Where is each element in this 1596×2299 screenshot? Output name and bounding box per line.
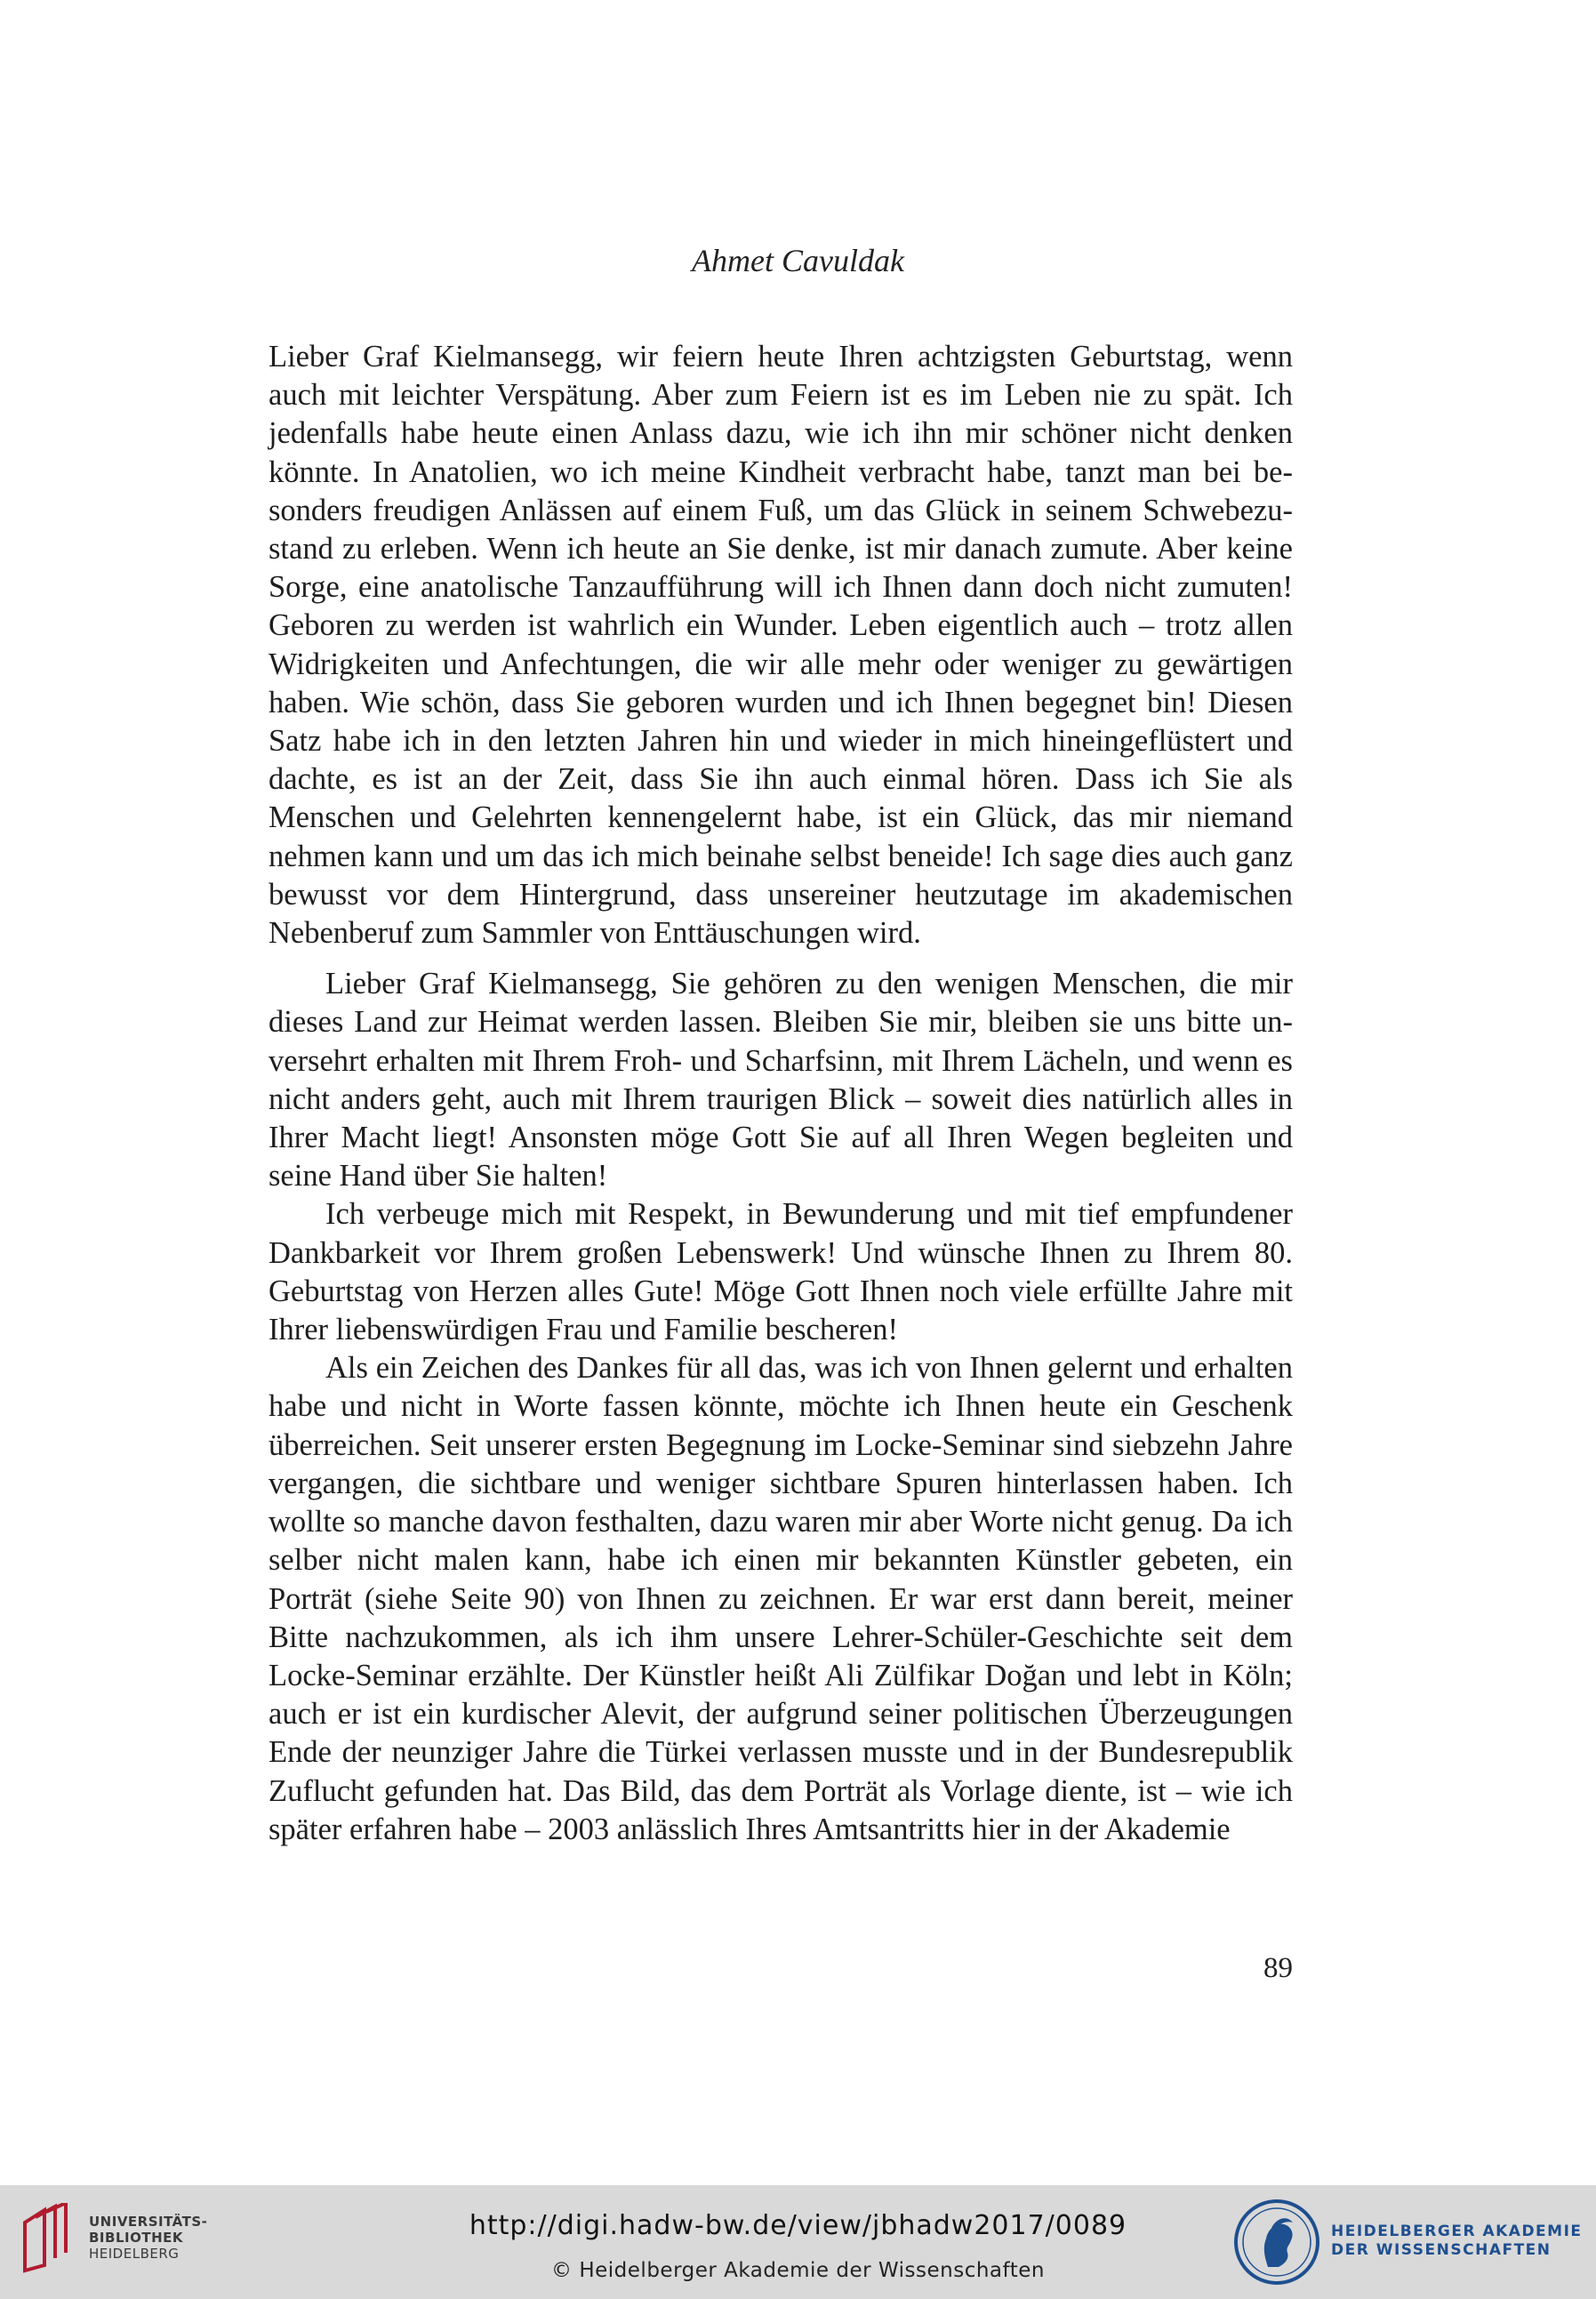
body-text bbox=[269, 338, 1293, 1849]
page-number: 89 bbox=[1263, 1952, 1293, 1984]
permalink-url[interactable]: http://digi.hadw-bw.de/view/jbhadw2017/0089 bbox=[469, 2210, 1127, 2241]
ub-line-2: BIBLIOTHEK bbox=[89, 2230, 183, 2246]
paragraph-2: Lieber Graf Kielmansegg, Sie gehören zu den wenigen Menschen, die mir dieses Land zur Heimat werden lassen. Bleiben Sie mir, bleiben sie uns bitte unversehrt erhalten mit Ihrem Froh- und Scharfsinn, mit Ihrem Lächeln, und wenn es nicht anders geht, auch mit Ihrem traurigen Blick – soweit dies natürlich alles in Ihrer Macht liegt! Ansonsten möge Gott Sie auf all Ihren Wegen begleiten und seine Hand über Sie halten! bbox=[269, 967, 1293, 1194]
hadw-line-2: DER WISSENSCHAFTEN bbox=[1331, 2241, 1552, 2259]
copyright-notice: © Heidelberger Akademie der Wissenschaften bbox=[551, 2259, 1045, 2282]
ub-line-3: HEIDELBERG bbox=[89, 2246, 180, 2262]
paragraph-4: Als ein Zeichen des Dankes für all das, was ich von Ihnen gelernt und erhalten habe und nicht in Worte fassen könnte, möchte ich Ihnen heute ein Geschenk überreichen. Seit unserer ersten Begegnung im Locke-Seminar sind siebzehn Jahre vergangen, die sichtbare und weniger sichtbare Spuren hinterlassen haben. Ich wollte so manche davon festhalten, dazu waren mir aber Worte nicht genug. Da ich selber nicht malen kann, habe ich einen mir bekannten Künstler gebeten, ein Porträt (siehe Seite 90) von Ihnen zu zeichnen. Er war erst dann bereit, meiner Bitte nachzukommen, als ich ihm unsere Lehrer-Schüler-Geschichte seit dem Locke-Seminar erzählte. Der Künstler heißt Ali Zülfikar Doğan und lebt in Köln; auch er ist ein kurdischer Alevit, der aufgrund seiner politischen Überzeugungen Ende der neunziger Jahre die Türkei verlassen musste und in der Bundesrepublik Zuflucht gefunden hat. Das Bild, das dem Porträt als Vorlage diente, ist – wie ich später erfahren habe – 2003 anlässlich Ihres Amtsantritts hier in der Akademie bbox=[269, 1351, 1293, 1846]
hadw-line-1: HEIDELBERGER AKADEMIE bbox=[1331, 2223, 1583, 2240]
running-head: Ahmet Cavuldak bbox=[692, 243, 904, 278]
footer-bar bbox=[0, 2185, 1596, 2299]
academy-name bbox=[1331, 2223, 1583, 2260]
paragraph-3: Ich verbeuge mich mit Respekt, in Bewunderung und mit tief empfundener Dankbarkeit vor Ihrem großen Lebenswerk! Und wünsche Ihnen zu Ihrem 80. Geburtstag von Herzen alles Gute! Möge Gott Ihnen noch viele erfüllte Jahre mit Ihrer liebenswürdigen Frau und Familie bescheren! bbox=[269, 1197, 1293, 1347]
academy-seal-icon[interactable] bbox=[1232, 2198, 1321, 2287]
ub-line-1: UNIVERSITÄTS- bbox=[89, 2214, 208, 2230]
paragraph-1: Lieber Graf Kielmansegg, wir feiern heute Ihren achtzigsten Geburtstag, wenn auch mit leichter Verspätung. Aber zum Feiern ist es im Leben nie zu spät. Ich jedenfalls habe heute einen Anlass dazu, wie ich ihn mir schöner nicht denken könnte. In Anatolien, wo ich meine Kindheit verbracht habe, tanzt man bei besonders freudigen Anlässen auf einem Fuß, um das Glück in seinem Schwebezustand zu erleben. Wenn ich heute an Sie denke, ist mir danach zumute. Aber keine Sorge, eine anatolische Tanzaufführung will ich Ihnen dann doch nicht zumuten! Geboren zu werden ist wahrlich ein Wunder. Leben eigentlich auch – trotz allen Widrigkeiten und Anfechtungen, die wir alle mehr oder weniger zu gewärtigen haben. Wie schön, dass Sie geboren wurden und ich Ihnen begegnet bin! Diesen Satz habe ich in den letzten Jahren hin und wieder in mich hineingeflüstert und dachte, es ist an der Zeit, dass Sie ihn auch einmal hören. Dass ich Sie als Menschen und Gelehrten kennengelernt habe, ist ein Glück, das mir niemand nehmen kann und um das ich mich beinahe selbst beneide! Ich sage dies auch ganz bewusst vor dem Hintergrund, dass unsereiner heutzutage im akademischen Nebenberuf zum Sammler von Enttäuschungen wird. bbox=[269, 340, 1293, 951]
